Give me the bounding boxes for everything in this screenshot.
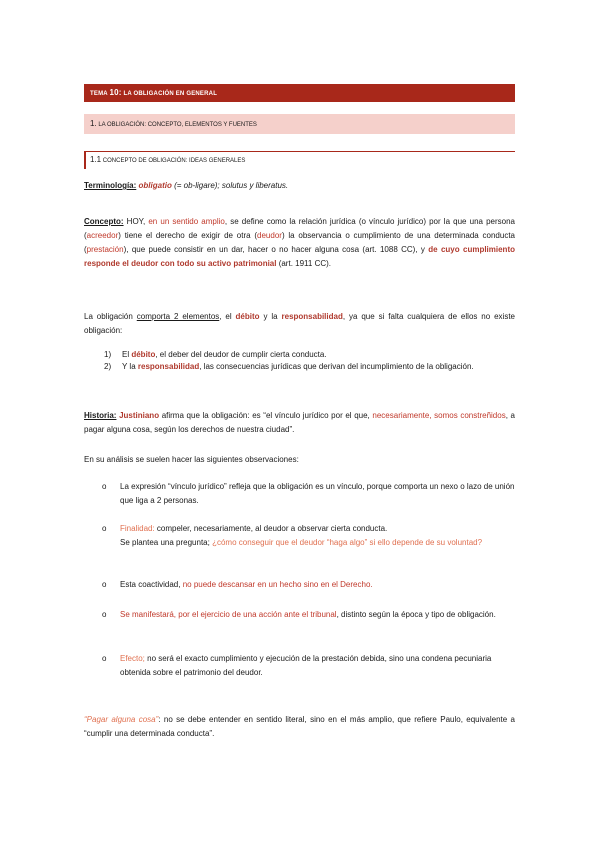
obligatio-term: obligatio bbox=[138, 181, 172, 190]
section-1-number: 1. bbox=[90, 119, 97, 128]
terminologia-text: (= ob-ligare); solutus y liberatus. bbox=[171, 181, 289, 190]
list-number: 2) bbox=[104, 362, 112, 371]
section-1-1-title: CONCEPTO DE OBLIGACIÓN: IDEAS GENERALES bbox=[101, 158, 246, 164]
list-number: 1) bbox=[104, 350, 112, 359]
coactividad-text: Esta coactividad, bbox=[120, 580, 183, 589]
historia-justiniano: Justiniano bbox=[116, 411, 160, 420]
concepto-text-3: ) tiene el derecho de exigir de otra ( bbox=[118, 231, 258, 240]
concepto-highlight-acreedor: acreedor bbox=[86, 231, 119, 240]
section-1-1-heading bbox=[84, 151, 515, 169]
bullet-item bbox=[102, 652, 515, 680]
analisis-paragraph: En su análisis se suelen hacer las siguientes observaciones: bbox=[84, 455, 299, 464]
concepto-text-4: ) la observancia o cumplimiento de una determinada conducta ( bbox=[84, 231, 516, 254]
manifestara-highlight: Se manifestará, por el ejercicio de una acción ante el tribunal bbox=[120, 610, 337, 619]
list-highlight: responsabilidad bbox=[137, 362, 200, 371]
tema-title: LA OBLIGACIÓN EN GENERAL bbox=[121, 91, 218, 97]
section-1-title: LA OBLIGACIÓN: CONCEPTO, ELEMENTOS Y FUENTES bbox=[96, 122, 257, 128]
efecto-label: Efecto; bbox=[120, 654, 145, 663]
bullet-item bbox=[102, 480, 515, 508]
elementos-responsabilidad: responsabilidad bbox=[281, 312, 343, 321]
section-1-1-number: 1.1 bbox=[90, 155, 102, 164]
list-item bbox=[104, 349, 515, 361]
finalidad-label: Finalidad: bbox=[120, 524, 155, 533]
concepto-highlight-deudor: deudor bbox=[257, 231, 282, 240]
elementos-text-3: y la bbox=[259, 312, 282, 321]
list-highlight: débito bbox=[131, 350, 156, 359]
elementos-text-2: , el bbox=[219, 312, 236, 321]
list-text-pre: El bbox=[122, 350, 132, 359]
list-text-pre: Y la bbox=[122, 362, 138, 371]
section-1-heading bbox=[84, 114, 515, 134]
efecto-text: no será el exacto cumplimiento y ejecución de la prestación debida, sino una condena pecuniaria obtenida sobre el patrimonio del deudor. bbox=[120, 654, 492, 677]
bullet-text: La expresión “vínculo jurídico” refleja que la obligación es un vínculo, porque comporta un nexo o lazo de unión que liga a 2 personas. bbox=[120, 482, 515, 505]
bullet-item bbox=[102, 578, 515, 592]
concepto-text-2: , se define como la relación jurídica (o vínculo jurídico) por la que una persona ( bbox=[84, 217, 515, 240]
list-text-post: , el deber del deudor de cumplir cierta conducta. bbox=[155, 350, 327, 359]
concepto-text-1: HOY, bbox=[123, 217, 149, 226]
pregunta-intro: Se plantea una pregunta; bbox=[120, 538, 213, 547]
bullet-item bbox=[102, 522, 515, 550]
bullet-marker: o bbox=[102, 580, 107, 589]
concepto-label: Concepto: bbox=[84, 217, 124, 226]
concepto-highlight-5: de cuyo cumplimiento responde el deudor con todo su activo patrimonial bbox=[84, 245, 515, 268]
tema-banner bbox=[84, 84, 515, 102]
terminologia-paragraph bbox=[84, 179, 515, 193]
historia-highlight: necesariamente, somos constreñidos bbox=[372, 411, 506, 420]
finalidad-text: compeler, necesariamente, al deudor a observar cierta conducta. bbox=[154, 524, 388, 533]
concepto-text-5: ), que puede consistir en un dar, hacer o no hacer alguna cosa (art. 1088 CC), y bbox=[123, 245, 429, 254]
pagar-text: : no se debe entender en sentido literal, sino en el más amplio, que refiere Paulo, equivalente a “cumplir una determinada conducta”. bbox=[84, 715, 515, 738]
historia-text-2: , a pagar alguna cosa, según los derechos de nuestra ciudad”. bbox=[84, 411, 515, 434]
concepto-paragraph bbox=[84, 215, 515, 271]
terminologia-label: Terminología: bbox=[84, 181, 137, 190]
pagar-quote: “Pagar alguna cosa” bbox=[84, 715, 159, 724]
elementos-underlined: comporta 2 elementos bbox=[136, 312, 220, 321]
elementos-text-4: , ya que si falta cualquiera de ellos no existe obligación: bbox=[84, 312, 516, 335]
bullet-marker: o bbox=[102, 654, 107, 663]
bullet-marker: o bbox=[102, 482, 107, 491]
tema-prefix: TEMA bbox=[90, 91, 110, 97]
tema-number: 10: bbox=[109, 88, 122, 97]
list-item bbox=[104, 361, 515, 373]
concepto-text-6: (art. 1911 CC). bbox=[276, 259, 332, 268]
bullet-item bbox=[102, 608, 515, 622]
historia-paragraph bbox=[84, 409, 515, 437]
elementos-paragraph bbox=[84, 310, 515, 338]
bullet-marker: o bbox=[102, 524, 107, 533]
historia-label: Historia: bbox=[84, 411, 117, 420]
pregunta-text: ¿cómo conseguir que el deudor “haga algo” si ello depende de su voluntad? bbox=[212, 538, 483, 547]
pagar-paragraph bbox=[84, 713, 515, 741]
coactividad-highlight: no puede descansar en un hecho sino en el Derecho. bbox=[182, 580, 373, 589]
bullet-marker: o bbox=[102, 610, 107, 619]
elementos-debito: débito bbox=[235, 312, 260, 321]
concepto-highlight-1: en un sentido amplio bbox=[148, 217, 225, 226]
historia-text-1: afirma que la obligación: es “el vínculo jurídico por el que, bbox=[159, 411, 373, 420]
list-text-post: , las consecuencias jurídicas que derivan del incumplimiento de la obligación. bbox=[199, 362, 474, 371]
concepto-highlight-prestacion: prestación bbox=[86, 245, 124, 254]
elementos-text-1: La obligación bbox=[84, 312, 137, 321]
manifestara-text: , distinto según la época y tipo de obligación. bbox=[336, 610, 496, 619]
